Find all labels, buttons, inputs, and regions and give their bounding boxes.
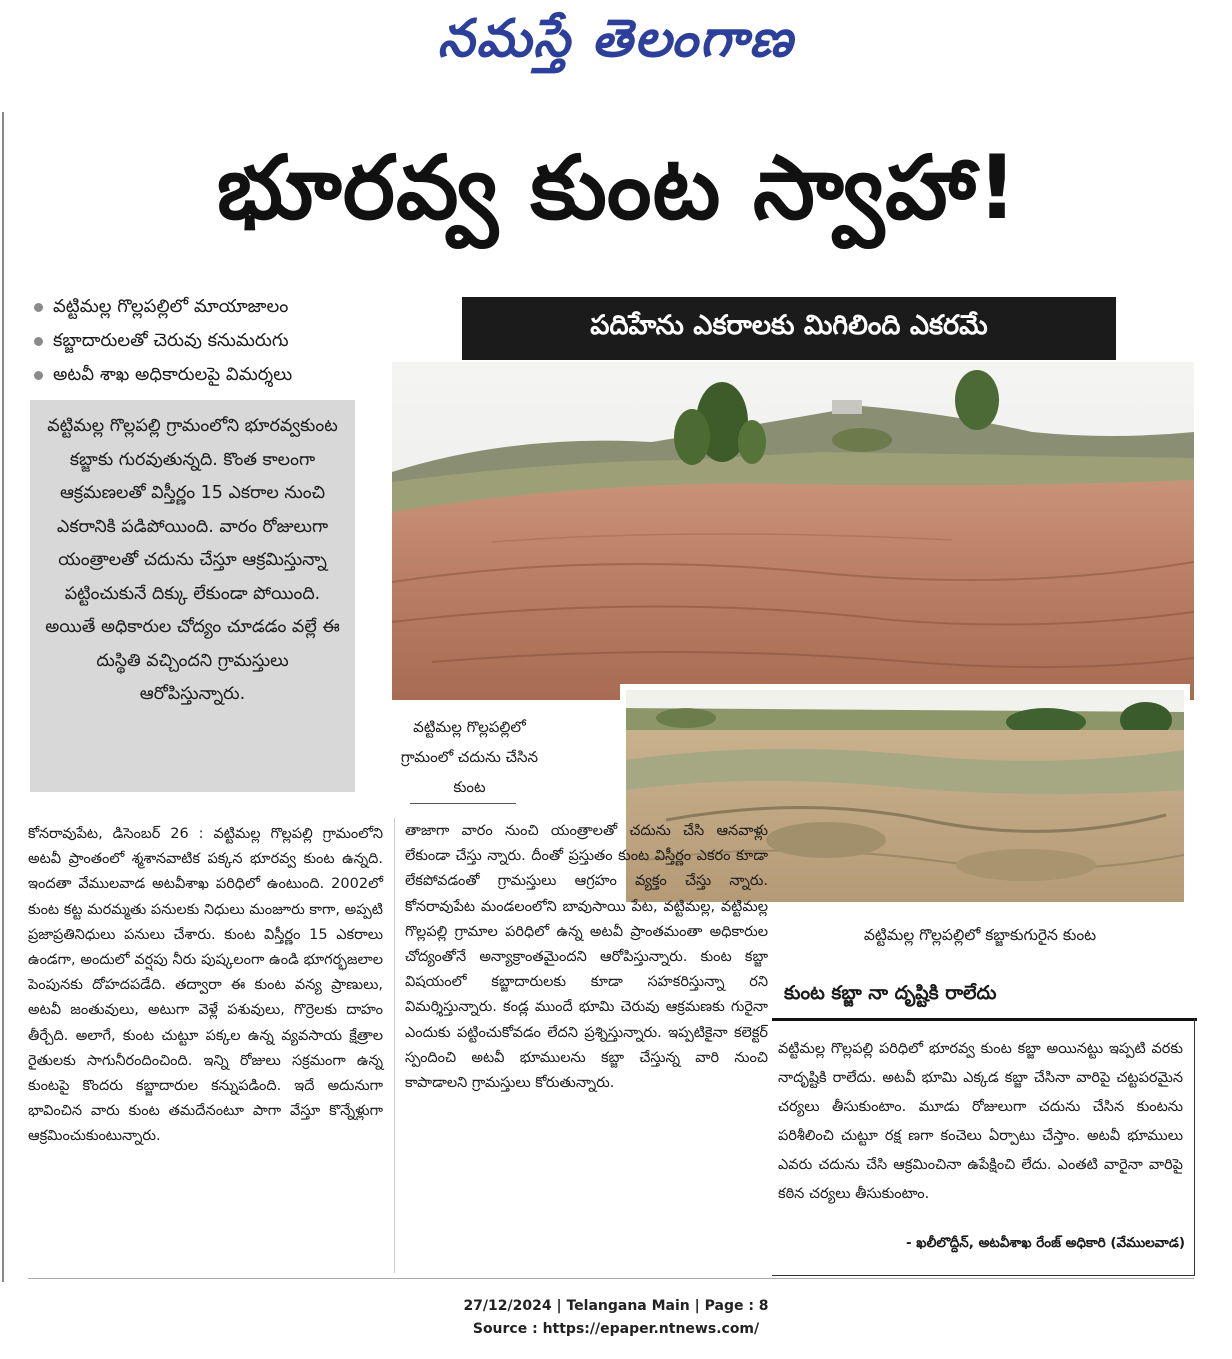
photo-banner: పదిహేను ఎకరాలకు మిగిలింది ఎకరమే (462, 297, 1116, 360)
caption-divider (410, 803, 516, 804)
bottom-divider (28, 1278, 1194, 1279)
sidebar-heading: కుంట కబ్జా నా దృష్టికి రాలేదు (784, 982, 997, 1004)
subhead-bullet: కబ్జాదారులతో చెరువు కనుమరుగు (34, 324, 454, 358)
summary-text: వట్టిమల్ల గొల్లపల్లి గ్రామంలోని భూరవ్వకుంట కబ్జాకు గురవుతున్నది. కొంత కాలంగా ఆక్రమణలతో విస్తీర్ణం 15 ఎకరాల నుంచి ఎకరానికి పడిపోయింది. వారం రోజులుగా యంత్రాలతో చదును చేస్తూ ఆక్రమిస్తున్నా పట్టించుకునే దిక్కు లేకుండా పోయింది. అయితే అధికారుల చోద్యం చూడడం వల్లే ఈ దుస్థితి వచ్చిందని గ్రామస్తులు ఆరోపిస్తున్నారు. (45, 416, 340, 704)
bullet-icon (34, 337, 43, 346)
sidebar-attribution: - ఖలీలొద్దీన్, అటవీశాఖ రేంజ్ అధికారి (వేములవాడ) (905, 1235, 1185, 1251)
bullet-icon (34, 303, 43, 312)
article-column-1: కోనరావుపేట, డిసెంబర్ 26 : వట్టిమల్ల గొల్లపల్లి గ్రామంలోని అటవీ ప్రాంతంలో శ్మశానవాటిక పక్కన భూరవ్వ కుంట ఉన్నది. ఇందతా వేములవాడ అటవీశాఖ పరిధిలో ఉంటుంది. 2002లో కుంట కట్ట మరమ్మతు పనులకు నిధులు మంజూరు కాగా, అప్పటి ప్రజాప్రతినిధులు పనులు చేశారు. కుంట విస్తీర్ణం 15 ఎకరాలు ఉండగా, అందులో వర్షపు నీరు పుష్కలంగా ఉండి భూగర్భజలాల పెంపునకు దోహదపడేది. తద్వారా ఈ కుంట వన్య ప్రాణులు, అటవీ జంతువులు, అటుగా వెళ్లే పశువులు, గొర్రెలకు దాహం తీర్చేది. అలాగే, కుంట చుట్టూ పక్కల ఉన్న వ్యవసాయ క్షేత్రాల రైతులకు సాగునీరందించింది. ఇన్ని రోజులు సక్రమంగా ఉన్న కుంటపై కొందరు కబ్జాదారుల కన్నుపడింది. ఇదే అదునుగా భావించిన వారు కుంట తమదేనంటూ పాగా వేస్తూ కొన్నేళ్లుగా ఆక్రమించుకుంటున్నారు. (28, 826, 383, 1145)
subhead-bullets (34, 290, 454, 392)
photo1-caption: వట్టిమల్ల గొల్లపల్లిలో గ్రామంలో చదును చేసిన కుంట (400, 718, 539, 796)
left-border-rule (2, 112, 4, 1282)
headline: భూరవ్వ కుంట స్వాహా! (216, 136, 1019, 239)
subhead-bullet: అటవీ శాఖ అధికారులపై విమర్శలు (34, 358, 454, 392)
bullet-icon (34, 371, 43, 380)
sidebar-quote-text: వట్టిమల్ల గొల్లపల్లి పరిధిలో భూరవ్వ కుంట కబ్జా అయినట్టు ఇప్పటి వరకు నాదృష్టికి రాలేదు. అటవీ భూమి ఎక్కడ కబ్జా చేసినా వారిపై చట్టపరమైన చర్యలు తీసుకుంటాం. మూడు రోజులుగా చదును చేసిన కుంటను పరిశీలించి చుట్టూ రక్ష ణగా కంచెలు ఏర్పాటు చేస్తాం. అటవీ భూములు ఎవరు చదును చేసి ఆక్రమించినా ఉపేక్షించి లేదు. ఎంతటి వారైనా వారిపై కఠిన చర్యలు తీసుకుంటాం. (778, 1041, 1183, 1202)
masthead-logo: నమస్తే తెలంగాణ (437, 8, 795, 69)
field-photo-image (392, 362, 1194, 700)
subhead-bullet: వట్టిమల్ల గొల్లపల్లిలో మాయాజాలం (34, 290, 454, 324)
article-column-2: తాజాగా వారం నుంచి యంత్రాలతో చదును చేసి ఆనవాళ్లు లేకుండా చేస్తు న్నారు. దీంతో ప్రస్తుతం కుంట విస్తీర్ణం ఎకరం కూడా లేకపోవడంతో గ్రామస్తులు ఆగ్రహం వ్యక్తం చేస్తు న్నారు. కోనరావుపేట మండలంలోని బావుసాయి పేట, వట్టిమల్ల, వట్టిమల్ల గొల్లపల్లి గ్రామాల పరిధిలో ఉన్న అటవీ ప్రాంతమంతా అధికారుల చోద్యంతోనే అన్యాక్రాంతమైందని ఆరోపిస్తున్నారు. కుంట కబ్జా విషయంలో కబ్జాదారులకు కూడా సహకరిస్తున్నా రని విమర్శిస్తున్నారు. కండ్ల ముందే భూమి చెరువు ఆక్రమణకు గురైనా ఎందుకు పట్టించుకోవడం లేదని ప్రశ్నిస్తున్నారు. ఇప్పటికైనా కలెక్టర్ స్పందించి అటవీ భూములను కబ్జా చేస్తున్న వారి నుంచి కాపాడాలని గ్రామస్తులు కోరుతున్నారు. (405, 823, 768, 1092)
photo-leveled-pond (392, 362, 1194, 700)
column-divider (394, 818, 395, 1273)
footer-date-page: 27/12/2024 | Telangana Main | Page : 8 (463, 1298, 769, 1314)
summary-box (30, 400, 355, 792)
photo2-caption: వట్టిమల్ల గొల్లపల్లిలో కబ్జాకుగురైన కుంట (863, 926, 1097, 944)
footer-source-link[interactable]: Source : https://epaper.ntnews.com/ (472, 1321, 760, 1337)
